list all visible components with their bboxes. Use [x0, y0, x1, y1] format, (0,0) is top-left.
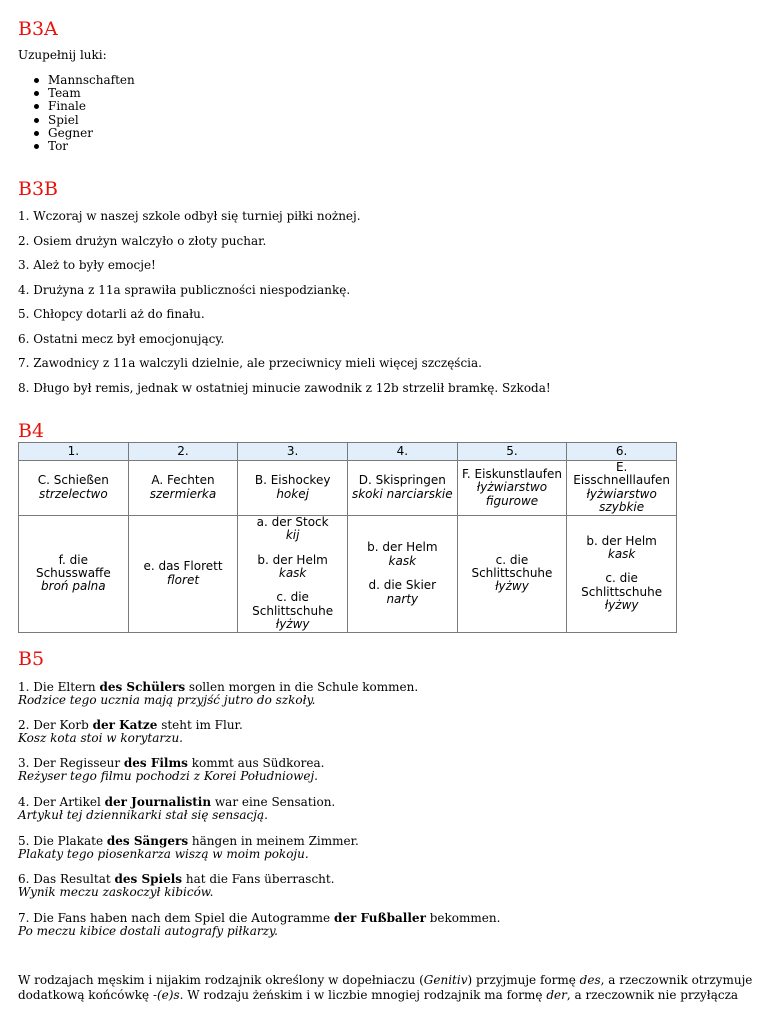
example-text: 6. Das Resultat: [18, 872, 115, 886]
example-text: 1. Die Eltern: [18, 680, 100, 694]
equipment-de: c. die Schlittschuhe: [252, 590, 334, 618]
section-heading-b5: B5: [18, 648, 45, 670]
equipment-de: c. die Schlittschuhe: [471, 552, 553, 580]
equipment-pl: floret: [166, 572, 200, 587]
b3b-sentence: 1. Wczoraj w naszej szkole odbył się turniej piłki nożnej.: [18, 209, 361, 223]
note-text: , a rzeczownik otrzymuje dodatkową końcówkę: [18, 973, 753, 1002]
note-text: , a rzeczownik nie przyłącza: [566, 988, 739, 1002]
example-text: sollen morgen in die Schule kommen.: [185, 680, 419, 694]
equipment-pl: łyżwy: [495, 579, 529, 594]
b5-example: [18, 719, 243, 745]
example-text: hat die Fans überrascht.: [182, 872, 335, 886]
table-header-cell: 6.: [567, 443, 677, 461]
note-term: der: [546, 988, 567, 1002]
list-item: Team: [18, 87, 135, 100]
table-header-cell: 3.: [238, 443, 348, 461]
sport-name-pl: skoki narciarskie: [351, 486, 453, 501]
example-text: 2. Der Korb: [18, 718, 93, 732]
b5-example: [18, 912, 500, 938]
note-text: ) przyjmuje formę: [467, 973, 580, 987]
equipment-pl: narty: [386, 591, 419, 606]
genitive-phrase: der Journalistin: [104, 795, 212, 809]
example-translation: Reżyser tego filmu pochodzi z Korei Południowej.: [18, 769, 318, 783]
list-item: Gegner: [18, 127, 135, 140]
sport-name-pl: łyżwiarstwo szybkie: [586, 486, 657, 515]
note-text: . W rodzaju żeńskim i w liczbie mnogiej rodzajnik ma formę: [179, 988, 547, 1002]
list-item: Spiel: [18, 114, 135, 127]
table-cell: [19, 515, 129, 632]
sport-name-de: C. Schießen: [37, 473, 109, 488]
genitive-phrase: des Films: [123, 756, 188, 770]
sport-name-de: A. Fechten: [151, 473, 215, 488]
sport-name-pl: łyżwiarstwo figurowe: [476, 480, 548, 508]
example-text: steht im Flur.: [157, 718, 243, 732]
sports-matching-table: [18, 442, 677, 633]
table-cell: [238, 461, 348, 516]
note-term: des: [579, 973, 601, 987]
example-text: 4. Der Artikel: [18, 795, 105, 809]
table-header-row: [19, 443, 677, 461]
section-heading-b3a: B3A: [18, 18, 58, 40]
equipment-pl: broń palna: [41, 579, 106, 594]
equipment-de: b. der Helm: [367, 540, 438, 555]
list-item: Tor: [18, 140, 135, 153]
sport-name-de: B. Eishockey: [254, 473, 331, 488]
example-text: kommt aus Südkorea.: [187, 756, 325, 770]
equipment-pl: kask: [607, 547, 636, 562]
example-text: 3. Der Regisseur: [18, 756, 124, 770]
b5-example: [18, 835, 359, 861]
example-translation: Po meczu kibice dostali autografy piłkarzy.: [18, 924, 278, 938]
table-cell: [457, 515, 567, 632]
table-cell: [347, 515, 457, 632]
example-translation: Kosz kota stoi w korytarzu.: [18, 731, 183, 745]
genitive-phrase: des Spiels: [114, 872, 183, 886]
table-header-cell: 5.: [457, 443, 567, 461]
genitive-phrase: der Fußballer: [333, 911, 426, 925]
table-row-sports: [19, 461, 677, 516]
table-row-equipment: [19, 515, 677, 632]
b3a-word-list: [18, 74, 135, 153]
b3b-sentence: 2. Osiem drużyn walczyło o złoty puchar.: [18, 234, 267, 248]
equipment-de: c. die Schlittschuhe: [581, 571, 663, 599]
example-text: 5. Die Plakate: [18, 834, 107, 848]
b3b-sentence: 7. Zawodnicy z 11a walczyli dzielnie, ale przeciwnicy mieli więcej szczęścia.: [18, 356, 482, 370]
b5-example: [18, 796, 335, 822]
table-cell: [567, 461, 677, 516]
table-cell: [19, 461, 129, 516]
equipment-de: b. der Helm: [586, 533, 657, 548]
equipment-pl: łyżwy: [275, 617, 310, 632]
example-text: 7. Die Fans haben nach dem Spiel die Autogramme: [18, 911, 334, 925]
sport-name-pl: szermierka: [149, 486, 217, 501]
table-header-cell: 1.: [19, 443, 129, 461]
note-term: -(e)s: [152, 988, 180, 1002]
sport-name-de: E. Eisschnelllaufen: [573, 460, 671, 488]
example-translation: Wynik meczu zaskoczył kibiców.: [18, 885, 214, 899]
b3b-sentence: 5. Chłopcy dotarli aż do finału.: [18, 307, 205, 321]
section-heading-b3b: B3B: [18, 178, 59, 200]
b3b-sentence: 3. Ależ to były emocje!: [18, 258, 156, 272]
equipment-pl: łyżwy: [604, 598, 639, 613]
equipment-de: b. der Helm: [257, 552, 328, 567]
genitive-rule-note: [18, 973, 753, 1003]
table-cell: [238, 515, 348, 632]
b3b-sentence: 8. Długo był remis, jednak w ostatniej minucie zawodnik z 12b strzelił bramkę. Szkoda!: [18, 381, 551, 395]
table-cell: [347, 461, 457, 516]
note-text: W rodzajach męskim i nijakim rodzajnik określony w dopełniaczu (: [18, 973, 424, 987]
equipment-pl: kij: [285, 528, 300, 543]
equipment-de: f. die Schusswaffe: [35, 552, 111, 580]
b3a-instruction: Uzupełnij luki:: [18, 48, 107, 62]
sport-name-pl: hokej: [276, 486, 309, 501]
genitive-phrase: der Katze: [92, 718, 158, 732]
equipment-pl: kask: [388, 553, 417, 568]
table-header-cell: 4.: [347, 443, 457, 461]
sport-name-pl: strzelectwo: [38, 486, 108, 501]
example-translation: Artykuł tej dziennikarki stał się sensacją.: [18, 808, 268, 822]
genitive-phrase: des Sängers: [106, 834, 189, 848]
list-item: Mannschaften: [18, 74, 135, 87]
b5-example: [18, 757, 324, 783]
note-term: Genitiv: [423, 973, 468, 987]
example-text: bekommen.: [425, 911, 501, 925]
sport-name-de: D. Skispringen: [358, 473, 446, 488]
sport-name-de: F. Eiskunstlaufen: [461, 466, 562, 481]
table-cell: [457, 461, 567, 516]
table-cell: [128, 461, 238, 516]
equipment-pl: kask: [278, 565, 307, 580]
table-cell: [567, 515, 677, 632]
table-header-cell: 2.: [128, 443, 238, 461]
example-text: war eine Sensation.: [211, 795, 336, 809]
b5-example: [18, 681, 418, 707]
equipment-de: a. der Stock: [256, 514, 329, 529]
genitive-phrase: des Schülers: [99, 680, 186, 694]
list-item: Finale: [18, 100, 135, 113]
b3b-sentence: 6. Ostatni mecz był emocjonujący.: [18, 332, 225, 346]
example-translation: Rodzice tego ucznia mają przyjść jutro do szkoły.: [18, 693, 316, 707]
b5-example: [18, 873, 335, 899]
table-cell: [128, 515, 238, 632]
section-heading-b4: B4: [18, 420, 45, 442]
equipment-de: e. das Florett: [143, 559, 223, 574]
b3b-sentence: 4. Drużyna z 11a sprawiła publiczności niespodziankę.: [18, 283, 351, 297]
example-text: hängen in meinem Zimmer.: [188, 834, 359, 848]
example-translation: Plakaty tego piosenkarza wiszą w moim pokoju.: [18, 847, 309, 861]
equipment-de: d. die Skier: [368, 578, 437, 593]
